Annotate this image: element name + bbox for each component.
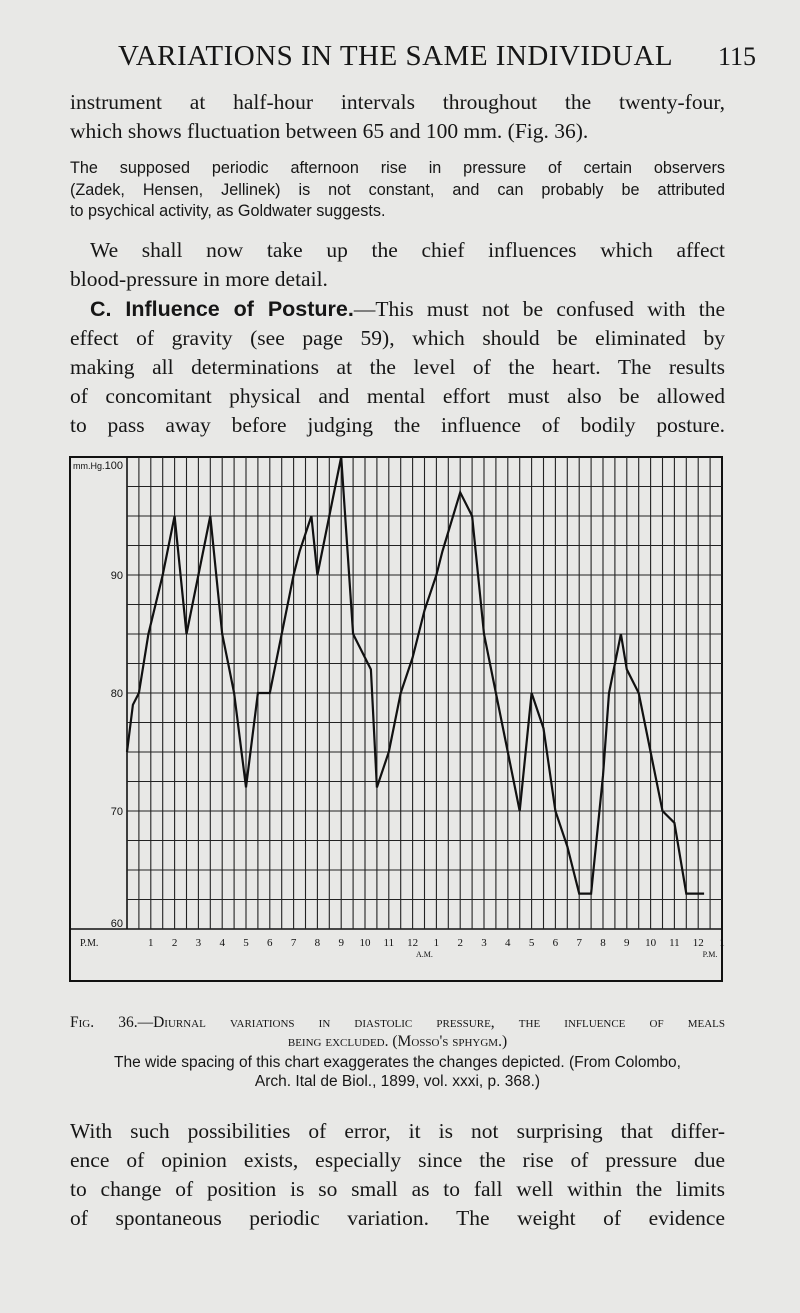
x-tick-label: 6: [552, 937, 559, 949]
x-sublabel: P.M.: [702, 950, 718, 959]
x-tick-label: 1: [433, 937, 440, 949]
x-sublabel: A.M.: [415, 950, 433, 959]
figure-caption: [70, 1013, 725, 1051]
series-line: [127, 457, 704, 894]
x-tick-label: 6: [267, 937, 273, 949]
text-line: which shows fluctuation between 65 and 100 mm. (Fig. 36).: [70, 119, 589, 143]
caption-title-2: being excluded. (Mosso's sphygm.): [287, 1033, 508, 1050]
x-tick-label: 4: [505, 937, 511, 949]
x-tick-label: 2: [457, 937, 463, 949]
y-tick-label: 100: [104, 460, 123, 472]
x-tick-label: 9: [624, 937, 630, 949]
x-tick-label: 2: [171, 937, 178, 949]
y-tick-label: 60: [110, 918, 123, 930]
x-tick-label: 1: [719, 937, 725, 949]
text-line: We shall now take up the chief influences which affect: [90, 238, 725, 262]
text-line: of concomitant physical and mental effort must also be allowed: [70, 384, 725, 408]
text-line: making all determinations at the level of the heart. The results: [70, 355, 725, 379]
text-line: to pass away before judging the influence of bodily posture.: [70, 413, 725, 437]
page-number: 115: [718, 42, 757, 71]
section-heading: C. Influence of Posture.: [90, 297, 354, 321]
paragraph-1: [70, 88, 725, 146]
x-tick-label: 10: [359, 937, 371, 949]
text-line: blood-pressure in more detail.: [70, 267, 328, 291]
x-tick-label: 1: [148, 937, 154, 949]
x-tick-label: 11: [669, 937, 680, 949]
text-line: [70, 295, 725, 324]
text-line: (Zadek, Hensen, Jellinek) is not constant, and can probably be attributed: [70, 180, 725, 199]
text-line: The supposed periodic afternoon rise in pressure of certain observers: [70, 159, 725, 177]
x-tick-label: 12: [692, 937, 704, 949]
x-tick-label: P.M.: [80, 938, 99, 949]
y-axis-unit-label: mm.Hg.: [73, 461, 105, 471]
x-tick-label: 8: [314, 937, 321, 949]
text-line: ence of opinion exists, especially since the rise of pressure due: [70, 1148, 725, 1172]
text-line: to change of position is so small as to fall well within the limits: [70, 1177, 725, 1201]
running-title: VARIATIONS IN THE SAME INDIVIDUAL: [118, 40, 674, 72]
paragraph-4: [70, 295, 725, 440]
x-tick-label: 5: [528, 937, 535, 949]
x-tick-label: 9: [338, 937, 344, 949]
paragraph-2: [70, 158, 725, 223]
running-header: [0, 40, 800, 76]
y-tick-label: 70: [110, 806, 123, 818]
x-tick-label: 7: [290, 937, 297, 949]
x-tick-label: 8: [600, 937, 606, 949]
chart-frame: [70, 457, 722, 981]
x-tick-label: 5: [243, 937, 249, 949]
text-line: effect of gravity (see page 59), which should be eliminated by: [70, 326, 725, 350]
paragraph-5: [70, 1117, 725, 1233]
text-line: to psychical activity, as Goldwater suggests.: [70, 202, 386, 220]
caption-title: Fig. 36.—Diurnal variations in diastolic pressure, the influence of meals: [70, 1014, 725, 1031]
figure-note-line: Arch. Ital de Biol., 1899, vol. xxxi, p. 368.): [254, 1073, 541, 1090]
x-tick-label: 11: [383, 937, 395, 949]
text-line: of spontaneous periodic variation. The weight of evidence: [70, 1206, 725, 1230]
figure-note-line: The wide spacing of this chart exaggerates the changes depicted. (From Colombo,: [114, 1054, 681, 1071]
text-line: With such possibilities of error, it is not surprising that differ-: [70, 1119, 725, 1143]
y-tick-label: 80: [110, 688, 123, 700]
paragraph-3: [70, 236, 725, 294]
x-tick-label: 3: [481, 937, 487, 949]
figure-note: [70, 1053, 725, 1091]
x-tick-label: 12: [407, 937, 419, 949]
heading-continuation: —This must not be confused with the: [353, 297, 725, 321]
x-tick-label: 7: [576, 937, 582, 949]
text-line: instrument at half-hour intervals throughout the twenty-four,: [70, 90, 725, 114]
x-tick-label: 3: [195, 937, 202, 949]
x-tick-label: 10: [645, 937, 657, 949]
x-tick-label: 4: [219, 937, 225, 949]
y-tick-label: 90: [110, 570, 123, 582]
